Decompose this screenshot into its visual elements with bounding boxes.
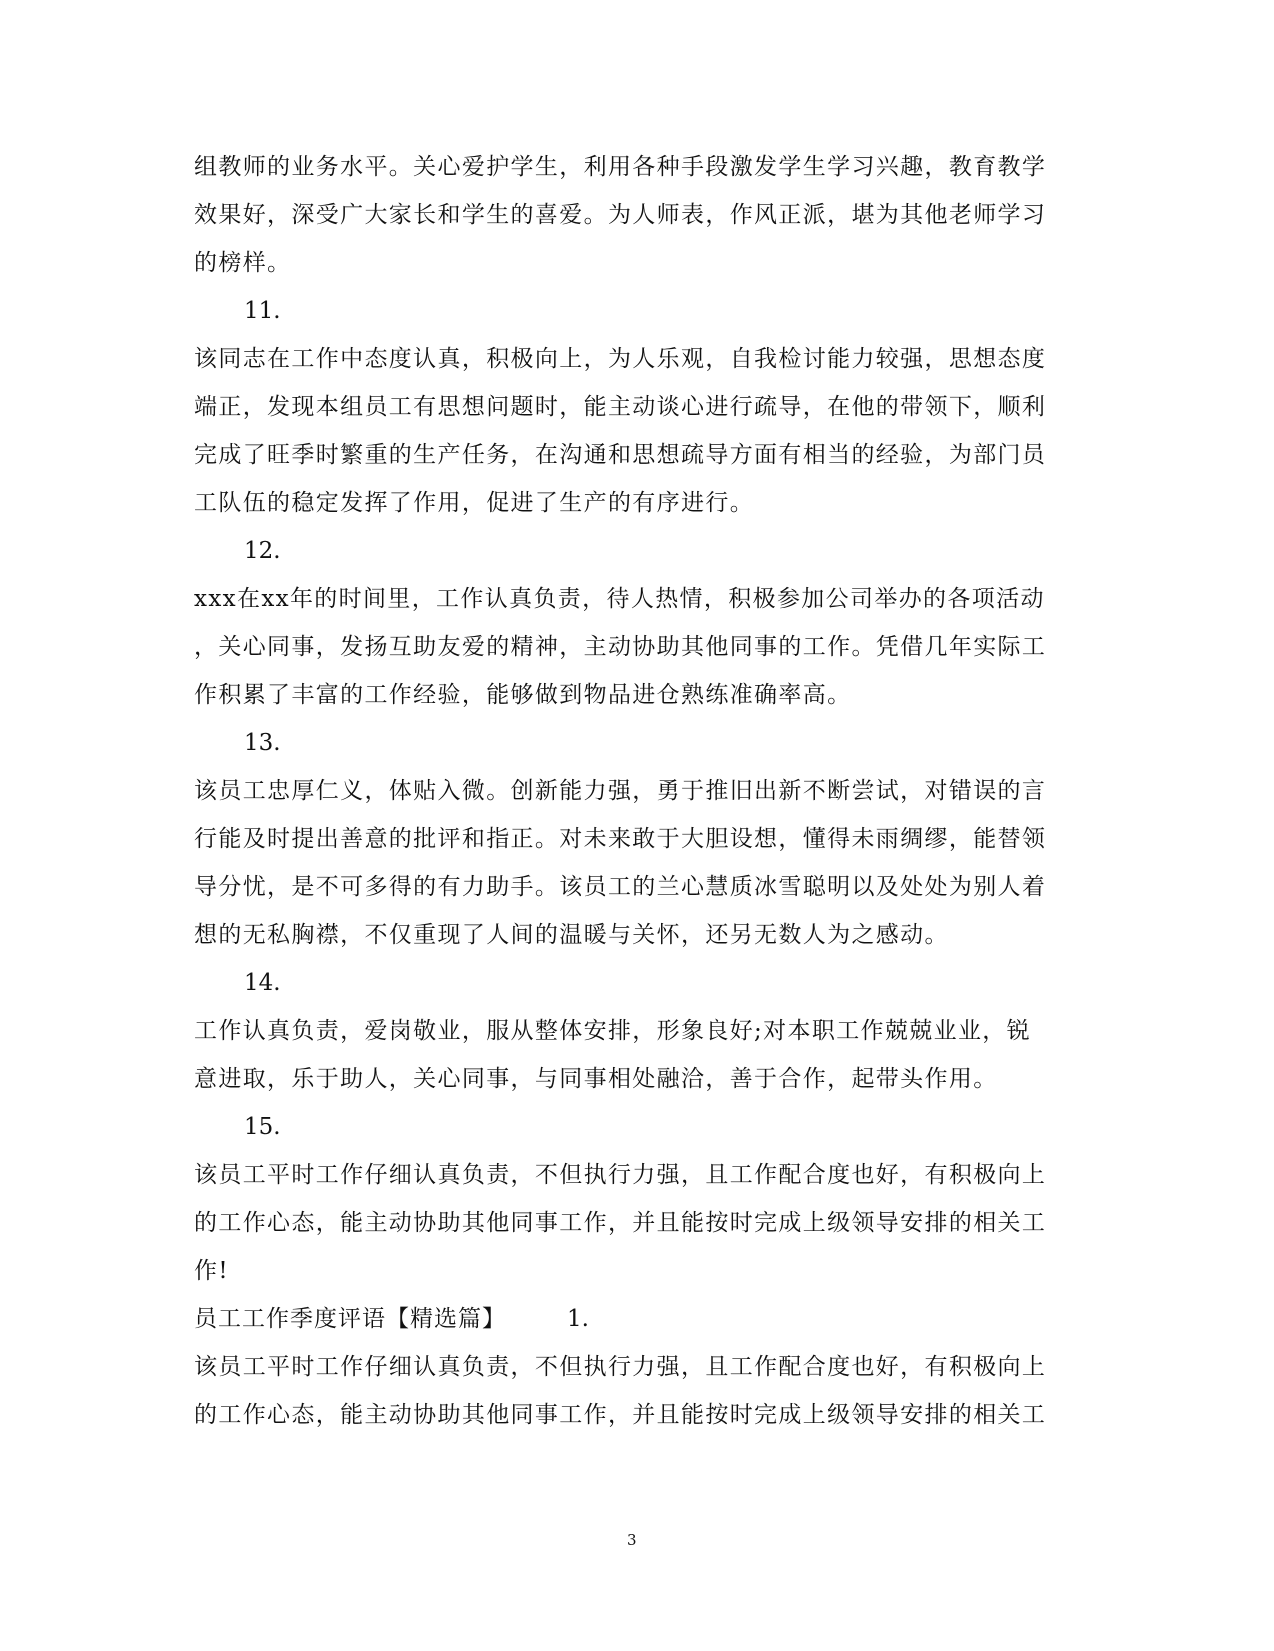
paragraph-line: ，关心同事，发扬互助友爱的精神，主动协助其他同事的工作。凭借几年实际工 — [194, 634, 1047, 660]
item-number: 15. — [244, 1114, 281, 1140]
item-number: 14. — [244, 970, 281, 996]
section-heading-number: 1. — [567, 1306, 589, 1332]
paragraph-line: 的工作心态，能主动协助其他同事工作，并且能按时完成上级领导安排的相关工 — [194, 1402, 1047, 1428]
item-number: 13. — [244, 730, 281, 756]
page-number: 3 — [627, 1531, 637, 1549]
item-number: 11. — [244, 298, 281, 324]
paragraph-line: 的工作心态，能主动协助其他同事工作，并且能按时完成上级领导安排的相关工 — [194, 1210, 1047, 1236]
paragraph-line: 组教师的业务水平。关心爱护学生，利用各种手段激发学生学习兴趣，教育教学 — [194, 154, 1047, 180]
paragraph-line: 想的无私胸襟，不仅重现了人间的温暖与关怀，还另无数人为之感动。 — [194, 922, 949, 948]
paragraph-line: 该员工忠厚仁义，体贴入微。创新能力强，勇于推旧出新不断尝试，对错误的言 — [194, 778, 1047, 804]
paragraph-line: 意进取，乐于助人，关心同事，与同事相处融洽，善于合作，起带头作用。 — [194, 1066, 998, 1092]
paragraph-line: 作! — [194, 1258, 229, 1284]
paragraph-line: 作积累了丰富的工作经验，能够做到物品进仓熟练准确率高。 — [194, 682, 852, 708]
paragraph-line: 的榜样。 — [194, 250, 292, 276]
paragraph-line: 工作认真负责，爱岗敬业，服从整体安排，形象良好;对本职工作兢兢业业，锐 — [194, 1018, 1031, 1044]
paragraph-line: 该员工平时工作仔细认真负责，不但执行力强，且工作配合度也好，有积极向上 — [194, 1354, 1047, 1380]
paragraph-line: 行能及时提出善意的批评和指正。对未来敢于大胆设想，懂得未雨绸缪，能替领 — [194, 826, 1047, 852]
paragraph-line: 工队伍的稳定发挥了作用，促进了生产的有序进行。 — [194, 490, 755, 516]
paragraph-line: 该同志在工作中态度认真，积极向上，为人乐观，自我检讨能力较强，思想态度 — [194, 346, 1047, 372]
section-heading: 员工工作季度评语【精选篇】 — [194, 1306, 506, 1332]
paragraph-line: 效果好，深受广大家长和学生的喜爱。为人师表，作风正派，堪为其他老师学习 — [194, 202, 1047, 228]
item-number: 12. — [244, 538, 281, 564]
paragraph-line: 该员工平时工作仔细认真负责，不但执行力强，且工作配合度也好，有积极向上 — [194, 1162, 1047, 1188]
paragraph-line: 端正，发现本组员工有思想问题时，能主动谈心进行疏导，在他的带领下，顺利 — [194, 394, 1047, 420]
paragraph-line: 导分忧，是不可多得的有力助手。该员工的兰心慧质冰雪聪明以及处处为别人着 — [194, 874, 1047, 900]
paragraph-line: xxx在xx年的时间里，工作认真负责，待人热情，积极参加公司举办的各项活动 — [194, 586, 1045, 612]
paragraph-line: 完成了旺季时繁重的生产任务，在沟通和思想疏导方面有相当的经验，为部门员 — [194, 442, 1047, 468]
